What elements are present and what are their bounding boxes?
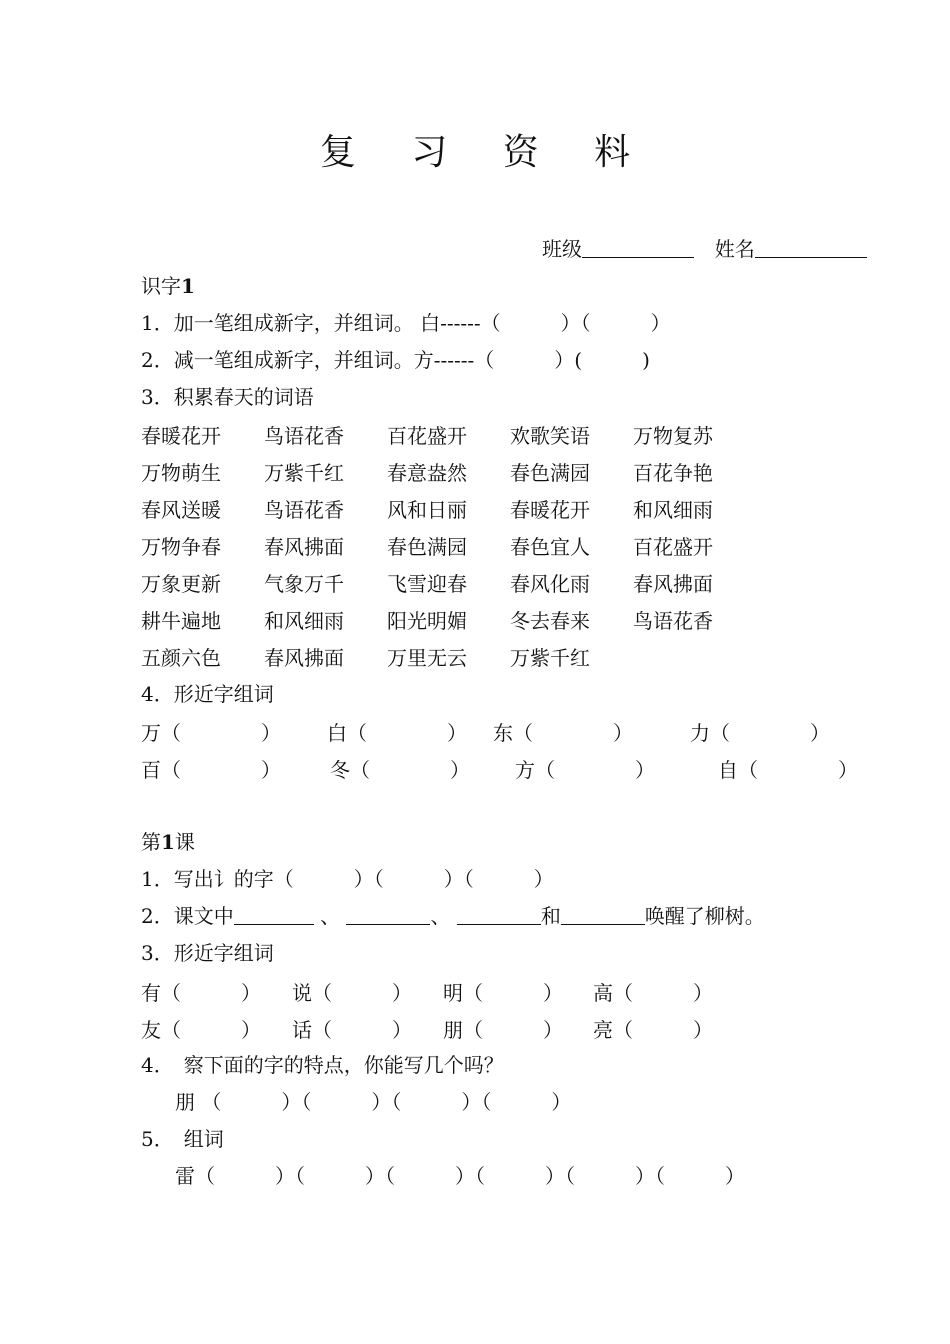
section1-q3: 3．积累春天的词语 — [141, 385, 314, 409]
q2-sep: 、 — [313, 904, 341, 928]
section2-q3: 3．形近字组词 — [141, 941, 274, 965]
spring-word: 万物争春 — [141, 535, 221, 559]
spring-word: 春意盎然 — [387, 461, 467, 485]
similar-item: 朋（ ） — [443, 1018, 563, 1042]
spring-word: 和风细雨 — [633, 498, 713, 522]
class-label: 班级 — [542, 237, 582, 261]
q2-sep: 、 — [430, 904, 451, 928]
spring-word: 万里无云 — [387, 646, 467, 670]
section2-heading-text: 第 — [141, 830, 161, 854]
answer-blank[interactable] — [457, 902, 541, 925]
page-title: 复 习 资 料 — [319, 132, 653, 173]
section2-q4-line: 朋 （ ）（ ）（ ）（ ） — [175, 1090, 572, 1114]
name-label: 姓名 — [714, 237, 755, 261]
section2-q4: 4． 察下面的字的特点，你能写几个吗？ — [141, 1053, 504, 1077]
spring-word: 鸟语花香 — [264, 498, 344, 522]
spring-word: 欢歌笑语 — [510, 424, 590, 448]
section2-q1: 1．写出讠的字（ ）（ ）（ ） — [141, 867, 554, 891]
answer-blank[interactable] — [346, 902, 430, 925]
spring-word: 万紫千红 — [510, 646, 590, 670]
similar-item: 东（ ） — [493, 721, 633, 745]
similar-item: 话（ ） — [292, 1018, 412, 1042]
spring-word: 鸟语花香 — [633, 609, 713, 633]
spring-word: 耕牛遍地 — [141, 609, 221, 633]
spring-word: 春色满园 — [387, 535, 467, 559]
section1-heading-text: 识字 — [141, 274, 181, 298]
class-name-row — [542, 235, 867, 263]
name-blank[interactable] — [755, 235, 867, 258]
similar-item: 友（ ） — [141, 1018, 261, 1042]
similar-item: 明（ ） — [443, 981, 563, 1005]
similar-item: 自（ ） — [718, 758, 858, 782]
similar-item: 力（ ） — [690, 721, 830, 745]
similar-item: 白（ ） — [327, 721, 467, 745]
section2-q2 — [141, 902, 765, 930]
spring-word: 万物萌生 — [141, 461, 221, 485]
q2-suffix: 唤醒了柳树。 — [644, 904, 765, 928]
section1-heading — [141, 272, 195, 300]
section2-heading-num: 1 — [161, 830, 175, 854]
spring-word: 气象万千 — [264, 572, 344, 596]
spring-word: 风和日丽 — [387, 498, 467, 522]
q2-sep: 和 — [540, 904, 561, 928]
section2-q5-line: 雷（ ）（ ）（ ）（ ）（ ）（ ） — [175, 1164, 745, 1188]
spring-word: 万物复苏 — [633, 424, 713, 448]
spring-word: 百花盛开 — [633, 535, 713, 559]
spring-word: 春风化雨 — [510, 572, 590, 596]
answer-blank[interactable] — [234, 902, 314, 925]
spring-word: 万紫千红 — [264, 461, 344, 485]
similar-item: 高（ ） — [593, 981, 713, 1005]
similar-item: 百（ ） — [141, 758, 281, 782]
section1-q1: 1．加一笔组成新字，并组词。 白------（ ）（ ） — [141, 311, 671, 335]
spring-word: 春暖花开 — [141, 424, 221, 448]
section2-heading — [141, 828, 195, 856]
spring-word: 春风送暖 — [141, 498, 221, 522]
spring-word: 春风拂面 — [633, 572, 713, 596]
q2-prefix: 2．课文中 — [141, 904, 234, 928]
section1-q4: 4．形近字组词 — [141, 682, 274, 706]
spring-word: 鸟语花香 — [264, 424, 344, 448]
section1-q2: 2．减一笔组成新字，并组词。方------（ ）( ) — [141, 348, 650, 372]
answer-blank[interactable] — [561, 902, 645, 925]
class-blank[interactable] — [582, 235, 694, 258]
similar-item: 有（ ） — [141, 981, 261, 1005]
spring-word: 百花争艳 — [633, 461, 713, 485]
spring-word: 百花盛开 — [387, 424, 467, 448]
similar-item: 说（ ） — [292, 981, 412, 1005]
spring-word: 冬去春来 — [510, 609, 590, 633]
spring-word: 春暖花开 — [510, 498, 590, 522]
section1-heading-num: 1 — [181, 274, 195, 298]
section2-heading-suffix: 课 — [174, 830, 195, 854]
spring-word: 飞雪迎春 — [387, 572, 467, 596]
similar-item: 冬（ ） — [330, 758, 470, 782]
similar-item: 万（ ） — [141, 721, 281, 745]
spring-word: 春色满园 — [510, 461, 590, 485]
spring-word: 万象更新 — [141, 572, 221, 596]
section2-q5: 5． 组词 — [141, 1127, 224, 1151]
similar-item: 亮（ ） — [593, 1018, 713, 1042]
spring-word: 春风拂面 — [264, 646, 344, 670]
similar-item: 方（ ） — [515, 758, 655, 782]
spring-word: 和风细雨 — [264, 609, 344, 633]
spring-word: 春色宜人 — [510, 535, 590, 559]
spring-word: 春风拂面 — [264, 535, 344, 559]
spring-word: 五颜六色 — [141, 646, 221, 670]
spring-word: 阳光明媚 — [387, 609, 467, 633]
